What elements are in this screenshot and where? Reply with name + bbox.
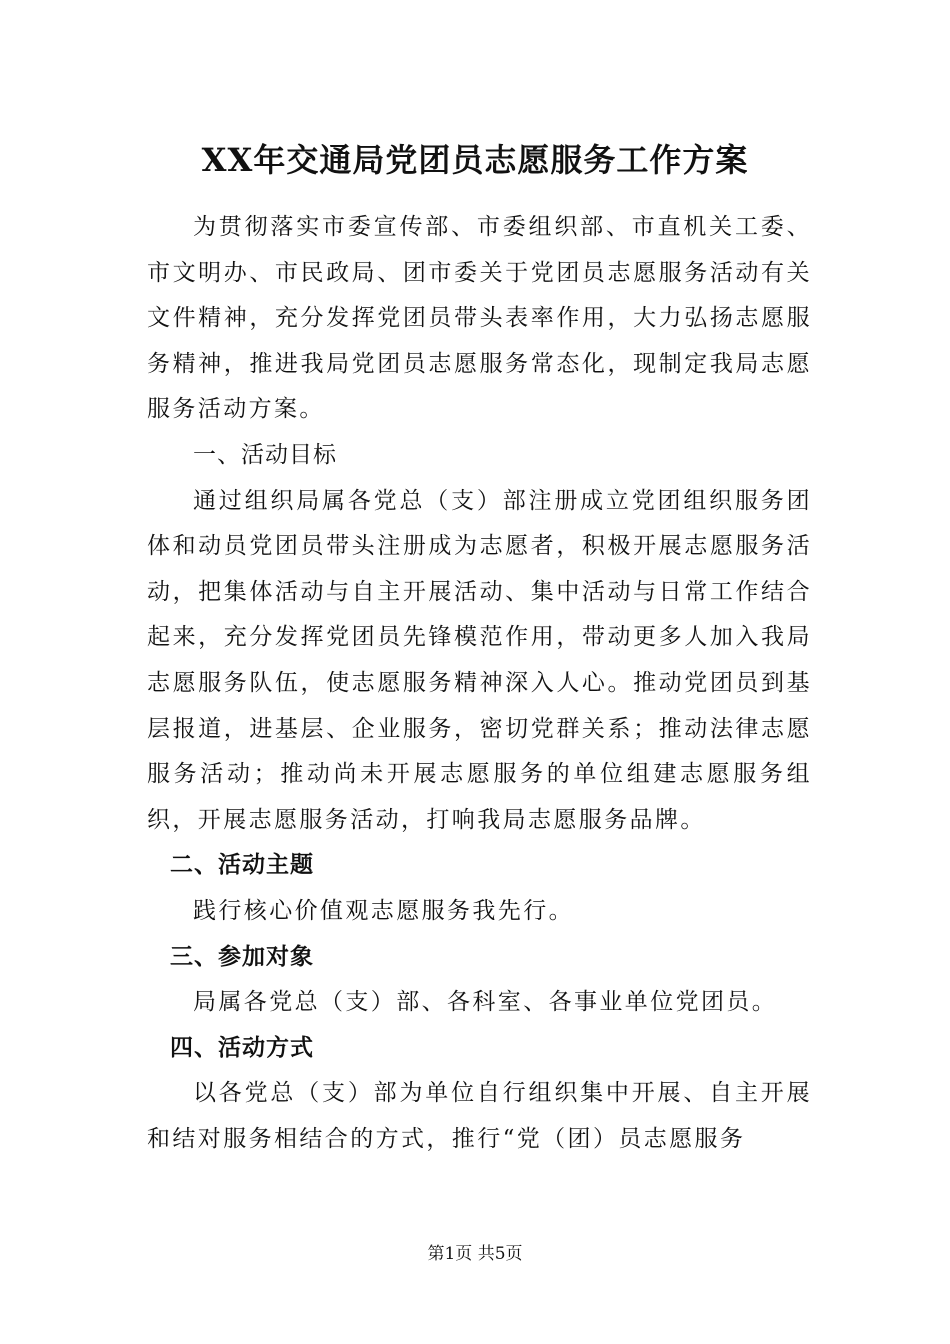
section-heading-goals: 一、活动目标 [193,441,337,468]
section-text-theme: 践行核心价值观志愿服务我先行。 [193,897,574,924]
page-number-footer: 第1页 共5页 [427,1244,523,1264]
document-title: XX年交通局党团员志愿服务工作方案 [201,141,749,179]
intro-paragraph: 为贯彻落实市委宣传部、市委组织部、市直机关工委、市文明办、市民政局、团市委关于党团员志愿服务活动有关文件精神，充分发挥党团员带头表率作用，大力弘扬志愿服务精神，推进我局党团员志愿服务常态化，现制定我局志愿服务活动方案。 [147,214,812,423]
section-heading-theme: 二、活动主题 [170,852,314,879]
section-heading-methods: 四、活动方式 [170,1034,314,1061]
section-text-goals: 通过组织局属各党总（支）部注册成立党团组织服务团体和动员党团员带头注册成为志愿者，积极开展志愿服务活动，把集体活动与自主开展活动、集中活动与日常工作结合起来，充分发挥党团员先锋模范作用，带动更多人加入我局志愿服务队伍，使志愿服务精神深入人心。推动党团员到基层报道，进基层、企业服务，密切党群关系；推动法律志愿服务活动；推动尚未开展志愿服务的单位组建志愿服务组织，开展志愿服务活动，打响我局志愿服务品牌。 [147,487,812,833]
section-heading-participants: 三、参加对象 [170,943,314,970]
document-body [147,205,812,1162]
section-text-participants: 局属各党总（支）部、各科室、各事业单位党团员。 [193,989,778,1016]
section-text-methods: 以各党总（支）部为单位自行组织集中开展、自主开展和结对服务相结合的方式，推行“党（团）员志愿服务 [147,1080,812,1152]
